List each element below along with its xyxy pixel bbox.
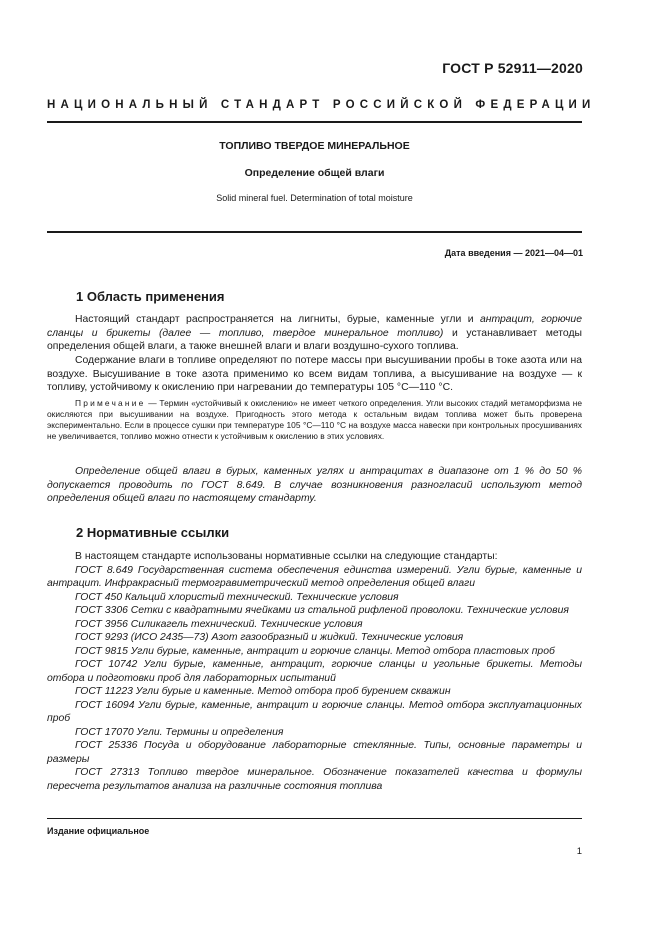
reference-item [47, 631, 582, 645]
section-1-paragraph-1 [47, 313, 582, 354]
reference-item [47, 739, 582, 766]
reference-text: ГОСТ 3306 Сетки с квадратными ячейками из стальной рифленой проволоки. Технические условия [75, 605, 569, 616]
section-2-heading: 2 Нормативные ссылки [76, 525, 230, 540]
reference-text: ГОСТ 25336 Посуда и оборудование лабораторные стеклянные. Типы, основные параметры и размеры [47, 740, 582, 765]
section-1-paragraph-1-part-a: Настоящий стандарт распространяется на лигниты, бурые, каменные угли и [75, 314, 480, 325]
reference-item [47, 564, 582, 591]
references-intro-text: В настоящем стандарте использованы нормативные ссылки на следующие стандарты: [75, 551, 498, 562]
document-subtitle: Определение общей влаги [244, 167, 385, 179]
header-rule [47, 121, 582, 123]
footer-rule [47, 818, 582, 819]
section-1-paragraph-2 [47, 354, 582, 395]
section-1-paragraph-1-part-b: антрацит, горючие сланцы и брикеты (далее — топливо, твердое минеральное топливо) [47, 314, 582, 339]
reference-text: ГОСТ 11223 Угли бурые и каменные. Метод отбора проб бурением скважин [75, 686, 451, 697]
reference-item [47, 591, 582, 605]
reference-item [47, 699, 582, 726]
reference-text: ГОСТ 450 Кальций хлористый технический. Технические условия [75, 591, 399, 603]
reference-text: ГОСТ 16094 Угли бурые, каменные, антрацит и горючие сланцы. Метод отбора эксплуатационных проб [47, 699, 582, 724]
reference-item [47, 604, 582, 618]
reference-item [47, 685, 582, 699]
section-1-paragraph-1-part-c: и устанавливает методы определения общей влаги, а также внешней влаги и влаги воздушно-сухого топлива. [47, 327, 583, 352]
reference-text: ГОСТ 27313 Топливо твердое минеральное. Обозначение показателей качества и формулы пересчета результатов анализа на различные состояния топлива [47, 767, 582, 792]
reference-text: ГОСТ 10742 Угли бурые, каменные, антрацит, горючие сланцы и угольные брикеты. Методы отбора и подготовки проб для лабораторных испытаний [47, 659, 582, 684]
normative-references-list [47, 550, 582, 793]
reference-text: ГОСТ 17070 Угли. Термины и определения [75, 726, 284, 738]
document-title: ТОПЛИВО ТВЕРДОЕ МИНЕРАЛЬНОЕ [219, 140, 410, 152]
section-1-note [47, 398, 582, 442]
reference-item [47, 658, 582, 685]
references-intro [47, 550, 582, 564]
section-1-heading: 1 Область применения [76, 289, 225, 304]
reference-text: ГОСТ 8.649 Государственная система обеспечения единства измерений. Угли бурые, каменные и антрацит. Инфракрасный термогравиметрический метод определения общей влаги [47, 564, 582, 589]
introduction-date: Дата введения — 2021—04—01 [444, 248, 583, 258]
document-title-english: Solid mineral fuel. Determination of total moisture [216, 193, 413, 203]
page-number: 1 [576, 846, 582, 857]
note-label: Примечание [75, 398, 146, 408]
reference-item [47, 645, 582, 659]
section-1-paragraph-3 [47, 465, 582, 506]
title-rule [47, 231, 582, 233]
note-text: — Термин «устойчивый к окислению» не имеет четкого определения. Угли высоких стадий метаморфизма не окисляются при высушивании на воздухе. Пригодность этого метода к остальным видам топлива может быть проверена экспериментально. Если в процессе сушки при температуре 105 °С—110 °С на воздухе масса навески при контрольных просушиваниях не увеличивается, топливо можно отнести к устойчивым к окислению в этих условиях. [47, 398, 582, 441]
section-1-paragraph-2-text: Содержание влаги в топливе определяют по потере массы при высушивании пробы в токе азота или на воздухе. Высушивание в токе азота применимо ко всем видам топлива, а высушивание на воздухе — к топливу, устойчивому к окислению при нагревании до температуры 105 °С—110 °С. [47, 355, 582, 393]
reference-item [47, 766, 582, 793]
reference-text: ГОСТ 9293 (ИСО 2435—73) Азот газообразный и жидкий. Технические условия [75, 632, 464, 643]
reference-item [47, 726, 582, 740]
section-1-paragraph-3-text: Определение общей влаги в бурых, каменных углях и антрацитах в диапазоне от 1 % до 50 % допускается проводить по ГОСТ 8.649. В случае возникновения разногласий используют метод определения общей влаги по настоящему стандарту. [47, 466, 582, 504]
gost-number: ГОСТ Р 52911—2020 [442, 60, 583, 76]
reference-item [47, 618, 582, 632]
official-edition-label: Издание официальное [47, 826, 150, 836]
national-standard-header: НАЦИОНАЛЬНЫЙ СТАНДАРТ РОССИЙСКОЙ ФЕДЕРАЦИИ [47, 99, 596, 111]
reference-text: ГОСТ 3956 Силикагель технический. Технические условия [75, 618, 363, 630]
reference-text: ГОСТ 9815 Угли бурые, каменные, антрацит и горючие сланцы. Метод отбора пластовых проб [75, 645, 555, 657]
